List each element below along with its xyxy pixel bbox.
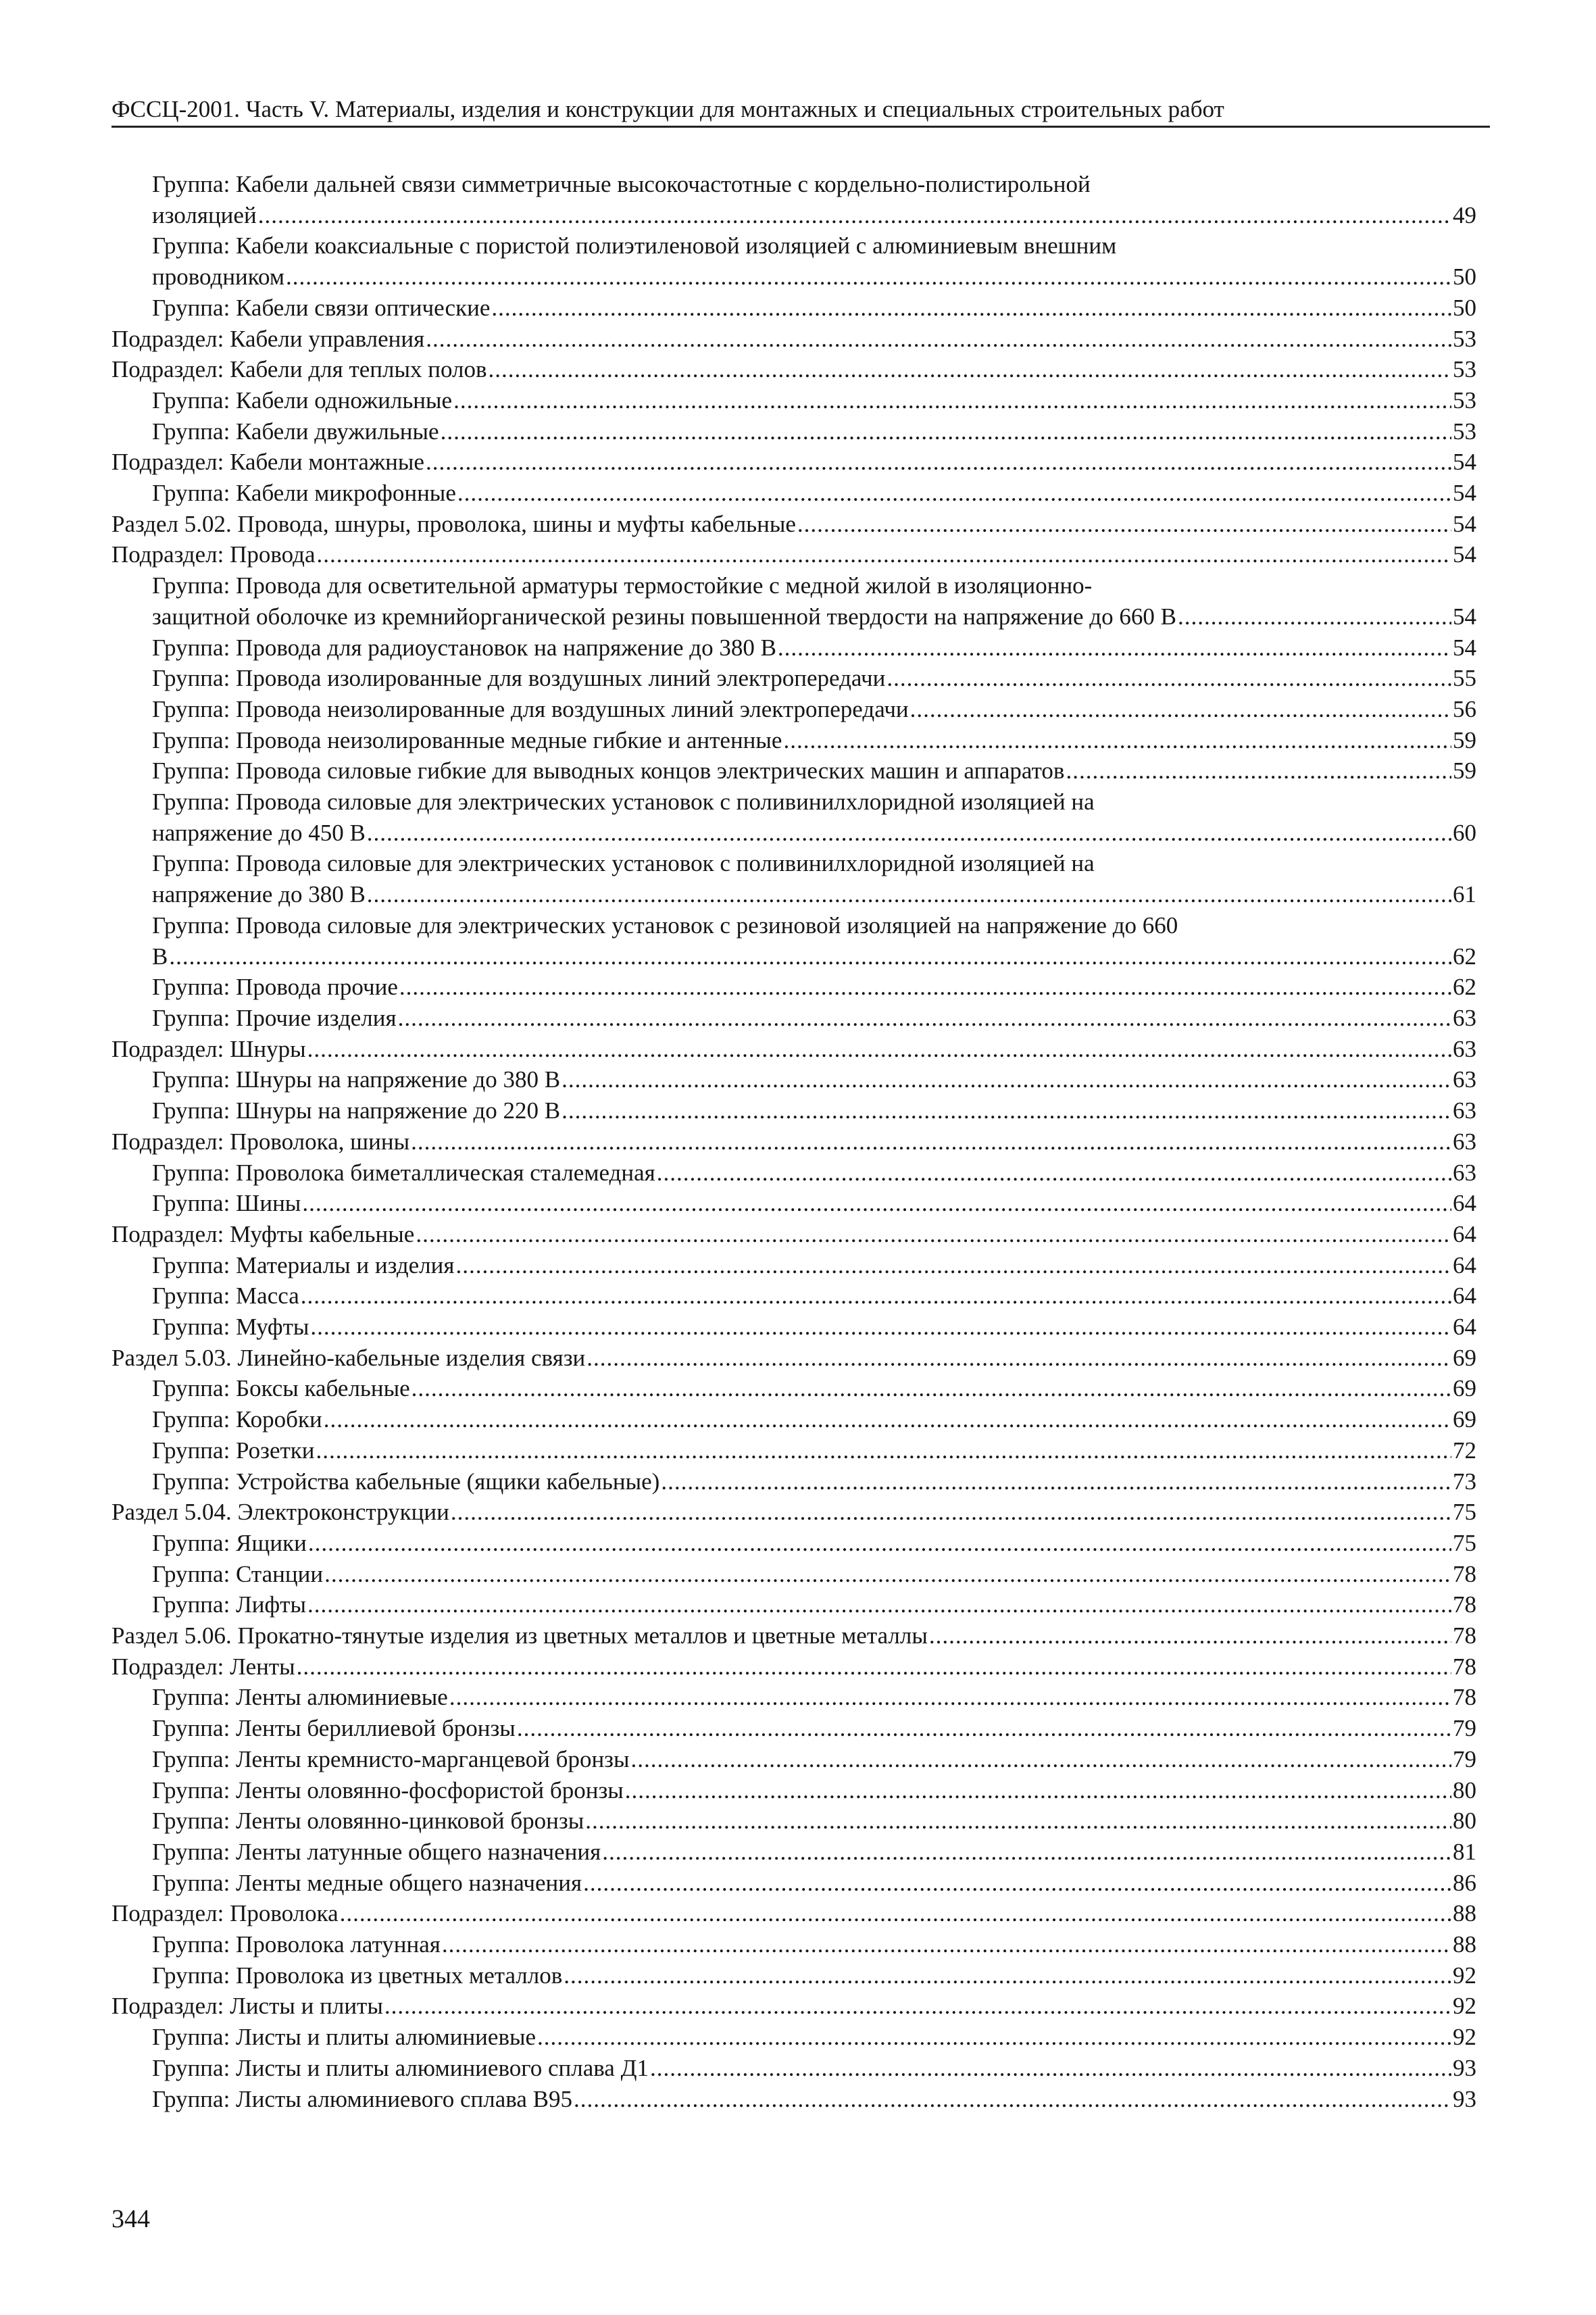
- dot-leader: [399, 972, 1451, 1003]
- toc-entry-title-line: Группа: Ленты латунные общего назначения: [152, 1838, 601, 1865]
- dot-leader: [301, 1280, 1451, 1312]
- toc-entry-page: 50: [1453, 264, 1476, 291]
- dot-leader: [316, 539, 1451, 570]
- toc-entry-page: 63: [1453, 1159, 1476, 1186]
- toc-entry-title-line: Подраздел: Проволока, шины: [111, 1128, 410, 1155]
- toc-entry-page: 78: [1453, 1560, 1476, 1587]
- dot-leader: [412, 1373, 1451, 1404]
- toc-entry-section: [111, 1343, 1476, 1374]
- toc-entry-subsection: [111, 1219, 1476, 1250]
- toc-entry-page: 88: [1453, 1931, 1476, 1958]
- toc-entry-page: 63: [1453, 1097, 1476, 1124]
- toc-entry-group: [111, 1435, 1476, 1466]
- toc-entry-subsection: [111, 539, 1476, 570]
- toc-entry-group: [111, 1373, 1476, 1404]
- toc-entry-page: 53: [1453, 418, 1476, 445]
- toc-entry-page: 88: [1453, 1900, 1476, 1927]
- toc-entry-page: 49: [1453, 201, 1476, 228]
- toc-entry-page: 92: [1453, 1993, 1476, 2020]
- dot-leader: [449, 1682, 1451, 1713]
- toc-entry-subsection: [111, 1898, 1476, 1929]
- toc-entry-page: 54: [1453, 541, 1476, 568]
- dot-leader: [574, 2084, 1451, 2115]
- toc-entry-page: 75: [1453, 1499, 1476, 1526]
- toc-entry-page: 78: [1453, 1684, 1476, 1711]
- toc-entry-group: [111, 2022, 1476, 2053]
- toc-entry-title-line: напряжение до 380 В: [152, 881, 366, 908]
- dot-leader: [302, 1188, 1451, 1219]
- dot-leader: [585, 1806, 1451, 1837]
- toc-entry-page: 61: [1453, 881, 1476, 908]
- toc-entry-title-line: Группа: Провода силовые гибкие для выводных концов электрических машин и аппаратов: [152, 757, 1065, 785]
- toc-entry-title-line: Подраздел: Кабели монтажные: [111, 449, 424, 476]
- toc-entry-group: [111, 1158, 1476, 1189]
- toc-entry-title-line: Подраздел: Проволока: [111, 1900, 339, 1927]
- toc-entry-page: 69: [1453, 1344, 1476, 1371]
- toc-entry-title-line: Группа: Муфты: [152, 1314, 309, 1341]
- toc-entry-title-line: Группа: Кабели одножильные: [152, 387, 453, 414]
- toc-entry-title-line: Подраздел: Листы и плиты: [111, 1993, 383, 2020]
- toc-entry-group: [111, 1929, 1476, 1960]
- toc-entry-section: [111, 1497, 1476, 1528]
- toc-entry-group: [111, 293, 1476, 324]
- toc-entry-page: 79: [1453, 1745, 1476, 1772]
- toc-entry-page: 64: [1453, 1220, 1476, 1247]
- toc-entry-title-line: Группа: Листы и плиты алюминиевые: [152, 2024, 537, 2051]
- toc-entry-title-line: Группа: Розетки: [152, 1437, 315, 1464]
- toc-entry-group: [111, 1775, 1476, 1806]
- dot-leader: [783, 725, 1451, 756]
- dot-leader: [324, 1559, 1451, 1590]
- dot-leader: [661, 1466, 1451, 1497]
- toc-entry-group: [111, 570, 1476, 632]
- dot-leader: [367, 879, 1451, 910]
- toc-entry-page: 63: [1453, 1066, 1476, 1093]
- dot-leader: [455, 1250, 1451, 1281]
- toc-entry-title-line: Раздел 5.06. Прокатно-тянутые изделия из цветных металлов и цветные металлы: [111, 1622, 928, 1649]
- toc-entry-group: [111, 230, 1476, 292]
- dot-leader: [631, 1744, 1451, 1775]
- toc-entry-page: 62: [1453, 974, 1476, 1001]
- toc-entry-page: 69: [1453, 1406, 1476, 1433]
- toc-entry-subsection: [111, 354, 1476, 385]
- dot-leader: [307, 1034, 1451, 1065]
- toc-entry-page: 63: [1453, 1004, 1476, 1031]
- toc-entry-title-line: Группа: Провода силовые для электрических установок с резиновой изоляцией на напряжение до 660: [152, 912, 1178, 939]
- toc-entry-group: [111, 2053, 1476, 2084]
- toc-entry-group: [111, 2084, 1476, 2115]
- toc-entry-group: [111, 632, 1476, 664]
- toc-entry-title-line: Раздел 5.04. Электроконструкции: [111, 1499, 449, 1526]
- dot-leader: [411, 1126, 1451, 1158]
- toc-entry-title-line: Группа: Проволока биметаллическая сталемедная: [152, 1159, 655, 1186]
- toc-entry-title-line: Подраздел: Ленты: [111, 1653, 295, 1680]
- toc-entry-title-line: Группа: Кабели дальней связи симметричные высокочастотные с кордельно-полистирольной: [152, 171, 1091, 197]
- running-header: ФССЦ-2001. Часть V. Материалы, изделия и конструкции для монтажных и специальных строительных работ: [111, 95, 1490, 128]
- dot-leader: [169, 941, 1451, 972]
- toc-entry-title-line: Подраздел: Шнуры: [111, 1035, 306, 1062]
- toc-entry-page: 53: [1453, 387, 1476, 414]
- toc-entry-page: 64: [1453, 1314, 1476, 1341]
- dot-leader: [457, 478, 1451, 509]
- dot-leader: [797, 509, 1451, 540]
- toc-entry-page: 80: [1453, 1808, 1476, 1835]
- dot-leader: [398, 1003, 1451, 1034]
- toc-entry-title-line: Группа: Кабели связи оптические: [152, 294, 491, 321]
- toc-entry-group: [111, 1806, 1476, 1837]
- toc-entry-title-line: Группа: Ленты оловянно-цинковой бронзы: [152, 1808, 584, 1835]
- dot-leader: [625, 1775, 1451, 1806]
- toc-entry-group: [111, 1589, 1476, 1620]
- dot-leader: [517, 1713, 1451, 1744]
- toc-entry-title-line: Группа: Устройства кабельные (ящики кабельные): [152, 1468, 660, 1495]
- toc-entry-group: [111, 1404, 1476, 1435]
- dot-leader: [453, 385, 1451, 416]
- toc-entry-group: [111, 1188, 1476, 1219]
- dot-leader: [1066, 755, 1451, 787]
- toc-entry-title-line: Группа: Провода для радиоустановок на напряжение до 380 В: [152, 634, 776, 661]
- toc-entry-title-line: В: [152, 943, 168, 970]
- toc-entry-page: 73: [1453, 1468, 1476, 1495]
- toc-entry-group: [111, 385, 1476, 416]
- toc-entry-subsection: [111, 1034, 1476, 1065]
- toc-entry-page: 64: [1453, 1283, 1476, 1310]
- toc-entry-title-line: изоляцией: [152, 201, 257, 228]
- toc-entry-title-line: Группа: Кабели микрофонные: [152, 480, 456, 507]
- toc-entry-page: 92: [1453, 1962, 1476, 1989]
- toc-entry-title-line: Группа: Проволока из цветных металлов: [152, 1962, 563, 1989]
- toc-entry-group: [111, 1003, 1476, 1034]
- toc-entry-title-line: Раздел 5.02. Провода, шнуры, проволока, шины и муфты кабельные: [111, 510, 796, 537]
- dot-leader: [657, 1158, 1451, 1189]
- toc-entry-page: 60: [1453, 819, 1476, 846]
- toc-entry-title-line: Группа: Проволока латунная: [152, 1931, 441, 1958]
- toc-entry-group: [111, 848, 1476, 910]
- toc-entry-title-line: Группа: Материалы и изделия: [152, 1251, 455, 1278]
- toc-entry-page: 93: [1453, 2085, 1476, 2112]
- toc-entry-page: 92: [1453, 2024, 1476, 2051]
- toc-entry-title-line: Группа: Провода для осветительной арматуры термостойкие с медной жилой в изоляционно-: [152, 572, 1093, 599]
- toc-entry-title-line: Группа: Масса: [152, 1283, 299, 1310]
- toc-entry-title-line: Группа: Шины: [152, 1190, 301, 1217]
- toc-entry-page: 78: [1453, 1591, 1476, 1618]
- toc-entry-subsection: [111, 1651, 1476, 1683]
- dot-leader: [340, 1898, 1451, 1929]
- toc-entry-title-line: Группа: Провода силовые для электрических установок с поливинилхлоридной изоляцией на: [152, 789, 1095, 816]
- toc-entry-title-line: Группа: Провода изолированные для воздушных линий электропередачи: [152, 665, 886, 692]
- toc-entry-page: 53: [1453, 325, 1476, 352]
- toc-entry-group: [111, 1528, 1476, 1559]
- dot-leader: [367, 818, 1451, 849]
- toc-entry-page: 86: [1453, 1869, 1476, 1896]
- toc-entry-page: 80: [1453, 1776, 1476, 1803]
- dot-leader: [583, 1868, 1451, 1899]
- toc-entry-title-line: Группа: Шнуры на напряжение до 220 В: [152, 1097, 561, 1124]
- toc-entry-title-line: Группа: Провода неизолированные медные гибкие и антенные: [152, 726, 782, 753]
- toc-entry-title-line: Подраздел: Кабели управления: [111, 325, 425, 352]
- toc-entry-page: 53: [1453, 356, 1476, 383]
- dot-leader: [564, 1960, 1451, 1991]
- dot-leader: [416, 1219, 1451, 1250]
- toc-entry-title-line: Группа: Листы и плиты алюминиевого сплава Д1: [152, 2054, 649, 2081]
- dot-leader: [887, 663, 1451, 694]
- toc-entry-title-line: Группа: Прочие изделия: [152, 1004, 397, 1031]
- dot-leader: [384, 1991, 1451, 2022]
- toc-entry-group: [111, 694, 1476, 725]
- toc-entry-page: 64: [1453, 1190, 1476, 1217]
- toc-entry-page: 54: [1453, 480, 1476, 507]
- toc-entry-group: [111, 1868, 1476, 1899]
- toc-entry-title-line: Группа: Ленты медные общего назначения: [152, 1869, 582, 1896]
- dot-leader: [491, 293, 1451, 324]
- dot-leader: [258, 200, 1451, 231]
- toc-entry-title-line: Группа: Ленты алюминиевые: [152, 1684, 448, 1711]
- dot-leader: [537, 2022, 1451, 2053]
- dot-leader: [650, 2053, 1451, 2084]
- dot-leader: [441, 416, 1451, 447]
- toc-entry-page: 62: [1453, 943, 1476, 970]
- toc-entry-group: [111, 1312, 1476, 1343]
- toc-entry-section: [111, 1620, 1476, 1651]
- toc-entry-title-line: Раздел 5.03. Линейно-кабельные изделия связи: [111, 1344, 586, 1371]
- toc-entry-title-line: Группа: Кабели коаксиальные с пористой полиэтиленовой изоляцией с алюминиевым внешним: [152, 232, 1117, 259]
- toc-entry-title-line: Группа: Листы алюминиевого сплава В95: [152, 2085, 572, 2112]
- toc-entry-title-line: Группа: Шнуры на напряжение до 380 В: [152, 1066, 561, 1093]
- toc-entry-group: [111, 725, 1476, 756]
- toc-entry-group: [111, 1744, 1476, 1775]
- toc-entry-page: 79: [1453, 1715, 1476, 1742]
- toc-entry-title-line: Группа: Провода силовые для электрических установок с поливинилхлоридной изоляцией на: [152, 850, 1095, 877]
- toc-entry-subsection: [111, 324, 1476, 355]
- dot-leader: [442, 1929, 1451, 1960]
- toc-entry-title-line: защитной оболочке из кремнийорганической резины повышенной твердости на напряжение до 660 В: [152, 603, 1176, 630]
- toc-entry-subsection: [111, 447, 1476, 478]
- toc-entry-title-line: Подраздел: Провода: [111, 541, 316, 568]
- dot-leader: [562, 1095, 1451, 1126]
- page-number: 344: [111, 2205, 150, 2233]
- dot-leader: [910, 694, 1451, 725]
- toc-entry-group: [111, 755, 1476, 787]
- toc-entry-title-line: Группа: Коробки: [152, 1406, 322, 1433]
- toc-entry-title-line: Группа: Лифты: [152, 1591, 306, 1618]
- dot-leader: [451, 1497, 1451, 1528]
- toc-entry-group: [111, 478, 1476, 509]
- toc-entry-group: [111, 663, 1476, 694]
- toc-entry-page: 69: [1453, 1375, 1476, 1402]
- dot-leader: [307, 1589, 1451, 1620]
- toc-entry-title-line: Подраздел: Муфты кабельные: [111, 1220, 415, 1247]
- toc-entry-group: [111, 1250, 1476, 1281]
- toc-entry-group: [111, 1713, 1476, 1744]
- toc-entry-page: 59: [1453, 726, 1476, 753]
- toc-entry-group: [111, 1466, 1476, 1497]
- table-of-contents: [111, 169, 1476, 2114]
- toc-entry-page: 54: [1453, 603, 1476, 630]
- toc-entry-group: [111, 1960, 1476, 1991]
- dot-leader: [297, 1651, 1451, 1683]
- dot-leader: [426, 447, 1451, 478]
- toc-entry-title-line: Группа: Боксы кабельные: [152, 1375, 410, 1402]
- toc-entry-section: [111, 509, 1476, 540]
- toc-entry-group: [111, 169, 1476, 230]
- toc-entry-subsection: [111, 1991, 1476, 2022]
- toc-entry-group: [111, 1559, 1476, 1590]
- toc-entry-title-line: Группа: Ящики: [152, 1529, 307, 1556]
- toc-entry-page: 54: [1453, 634, 1476, 661]
- toc-entry-title-line: Группа: Провода прочие: [152, 974, 398, 1001]
- dot-leader: [1178, 601, 1451, 632]
- toc-entry-title-line: Группа: Провода неизолированные для воздушных линий электропередачи: [152, 695, 909, 722]
- toc-entry-page: 50: [1453, 294, 1476, 321]
- toc-entry-title-line: напряжение до 450 В: [152, 819, 366, 846]
- toc-entry-page: 78: [1453, 1622, 1476, 1649]
- toc-entry-title-line: проводником: [152, 264, 284, 291]
- toc-entry-title-line: Группа: Ленты кремнисто-марганцевой бронзы: [152, 1745, 630, 1772]
- dot-leader: [310, 1312, 1451, 1343]
- dot-leader: [308, 1528, 1451, 1559]
- toc-entry-page: 54: [1453, 510, 1476, 537]
- toc-entry-title-line: Группа: Станции: [152, 1560, 324, 1587]
- dot-leader: [286, 262, 1451, 293]
- toc-entry-page: 93: [1453, 2054, 1476, 2081]
- dot-leader: [426, 324, 1451, 355]
- toc-entry-page: 81: [1453, 1838, 1476, 1865]
- toc-entry-page: 54: [1453, 449, 1476, 476]
- toc-entry-group: [111, 1280, 1476, 1312]
- dot-leader: [562, 1064, 1451, 1095]
- dot-leader: [316, 1435, 1451, 1466]
- dot-leader: [602, 1837, 1451, 1868]
- dot-leader: [587, 1343, 1451, 1374]
- toc-entry-page: 64: [1453, 1251, 1476, 1278]
- toc-entry-title-line: Группа: Кабели двужильные: [152, 418, 439, 445]
- toc-entry-page: 78: [1453, 1653, 1476, 1680]
- toc-entry-group: [111, 1064, 1476, 1095]
- toc-entry-page: 75: [1453, 1529, 1476, 1556]
- toc-entry-page: 56: [1453, 695, 1476, 722]
- toc-entry-group: [111, 910, 1476, 972]
- dot-leader: [929, 1620, 1451, 1651]
- toc-entry-page: 59: [1453, 757, 1476, 785]
- toc-entry-group: [111, 1682, 1476, 1713]
- dot-leader: [489, 354, 1451, 385]
- toc-entry-group: [111, 787, 1476, 848]
- toc-entry-subsection: [111, 1126, 1476, 1158]
- toc-entry-group: [111, 1837, 1476, 1868]
- toc-entry-page: 72: [1453, 1437, 1476, 1464]
- dot-leader: [324, 1404, 1451, 1435]
- toc-entry-group: [111, 416, 1476, 447]
- toc-entry-page: 63: [1453, 1128, 1476, 1155]
- toc-entry-title-line: Группа: Ленты оловянно-фосфористой бронзы: [152, 1776, 624, 1803]
- dot-leader: [778, 632, 1451, 664]
- toc-entry-group: [111, 972, 1476, 1003]
- toc-entry-title-line: Подраздел: Кабели для теплых полов: [111, 356, 487, 383]
- toc-entry-title-line: Группа: Ленты бериллиевой бронзы: [152, 1715, 516, 1742]
- toc-entry-page: 55: [1453, 665, 1476, 692]
- toc-entry-page: 63: [1453, 1035, 1476, 1062]
- toc-entry-group: [111, 1095, 1476, 1126]
